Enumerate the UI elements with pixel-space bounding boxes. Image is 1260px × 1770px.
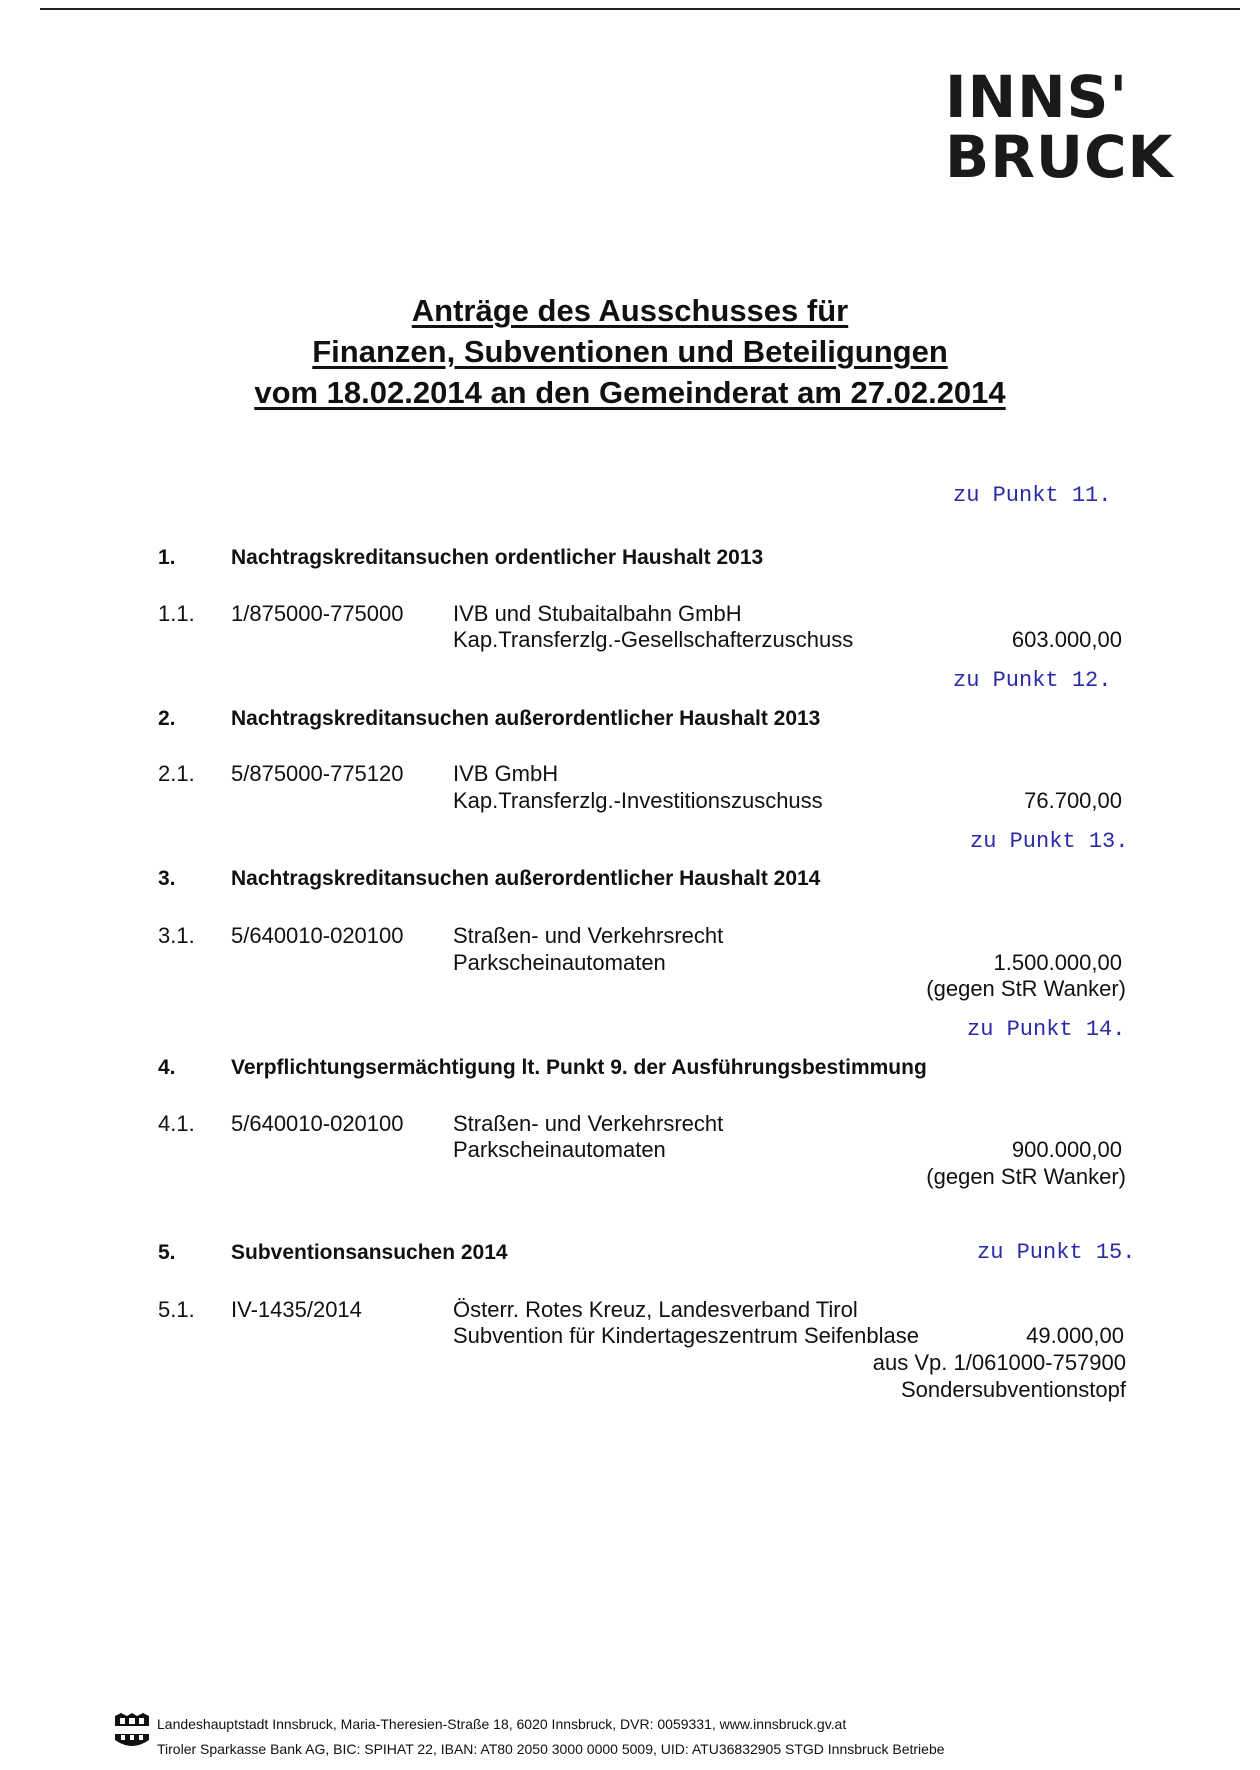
item-code: 5/640010-020100	[231, 923, 404, 948]
item-code: 5/640010-020100	[231, 1111, 404, 1136]
item-code: 5/875000-775120	[231, 761, 404, 786]
logo-line-2: BRUCK	[945, 123, 1174, 191]
footer-address: Landeshauptstadt Innsbruck, Maria-Theresien-Straße 18, 6020 Innsbruck, DVR: 0059331, www.innsbruck.gv.at	[157, 1716, 847, 1732]
reference-note: zu Punkt 11.	[953, 483, 1112, 508]
item-amount: 900.000,00	[1011, 1137, 1122, 1162]
item-note: (gegen StR Wanker)	[926, 976, 1126, 1001]
item-line-1: Straßen- und Verkehrsrecht	[453, 1111, 724, 1136]
item-line-1: IVB GmbH	[453, 761, 559, 786]
section-heading: Nachtragskreditansuchen ordentlicher Haushalt 2013	[231, 546, 764, 569]
section-number: 2.	[158, 707, 176, 730]
item-line-2: Kap.Transferzlg.-Gesellschafterzuschuss	[453, 627, 854, 652]
item-amount: 603.000,00	[1011, 627, 1122, 652]
logo-line-1: INNS'	[945, 63, 1129, 131]
item-number: 5.1.	[158, 1297, 195, 1322]
innsbruck-logo	[945, 63, 1174, 191]
title-line-1: Anträge des Ausschusses für	[411, 293, 849, 328]
item-code: IV-1435/2014	[231, 1297, 362, 1322]
item-line-2: Subvention für Kindertageszentrum Seifenblase	[453, 1323, 919, 1348]
item-number: 1.1.	[158, 601, 195, 626]
title-line-2: Finanzen, Subventionen und Beteiligungen	[312, 334, 948, 369]
section-number: 3.	[158, 867, 176, 890]
section-heading: Nachtragskreditansuchen außerordentlicher Haushalt 2014	[231, 867, 821, 890]
item-amount: 76.700,00	[1024, 788, 1122, 813]
item-note: aus Vp. 1/061000-757900	[872, 1350, 1126, 1375]
item-note: (gegen StR Wanker)	[926, 1164, 1126, 1189]
title-line-3: vom 18.02.2014 an den Gemeinderat am 27.02.2014	[254, 375, 1006, 410]
section-heading: Verpflichtungsermächtigung lt. Punkt 9. der Ausführungsbestimmung	[231, 1056, 927, 1079]
item-number: 2.1.	[158, 761, 195, 786]
item-line-2: Parkscheinautomaten	[453, 950, 666, 975]
item-code: 1/875000-775000	[231, 601, 404, 626]
section-heading: Nachtragskreditansuchen außerordentlicher Haushalt 2013	[231, 707, 821, 730]
item-number: 4.1.	[158, 1111, 195, 1136]
reference-note: zu Punkt 14.	[967, 1017, 1126, 1042]
section-number: 1.	[158, 546, 176, 569]
item-amount: 49.000,00	[1026, 1323, 1124, 1348]
section-number: 5.	[158, 1241, 176, 1264]
footer-bank: Tiroler Sparkasse Bank AG, BIC: SPIHAT 22, IBAN: AT80 2050 3000 0000 5009, UID: ATU36832905 STGD Innsbruck Betriebe	[157, 1741, 945, 1757]
reference-note: zu Punkt 13.	[970, 829, 1129, 854]
item-line-1: Österr. Rotes Kreuz, Landesverband Tirol	[453, 1297, 858, 1322]
reference-note: zu Punkt 12.	[953, 668, 1112, 693]
document-title	[0, 290, 1260, 413]
top-rule	[40, 8, 1240, 10]
item-number: 3.1.	[158, 923, 195, 948]
item-line-2: Kap.Transferzlg.-Investitionszuschuss	[453, 788, 823, 813]
section-heading: Subventionsansuchen 2014	[231, 1241, 508, 1264]
item-line-2: Parkscheinautomaten	[453, 1137, 666, 1162]
section-number: 4.	[158, 1056, 176, 1079]
item-amount: 1.500.000,00	[993, 950, 1122, 975]
item-line-1: IVB und Stubaitalbahn GmbH	[453, 601, 742, 626]
item-line-1: Straßen- und Verkehrsrecht	[453, 923, 724, 948]
city-crest-icon	[113, 1712, 151, 1752]
reference-note: zu Punkt 15.	[977, 1240, 1136, 1265]
item-note: Sondersubventionstopf	[900, 1377, 1126, 1402]
